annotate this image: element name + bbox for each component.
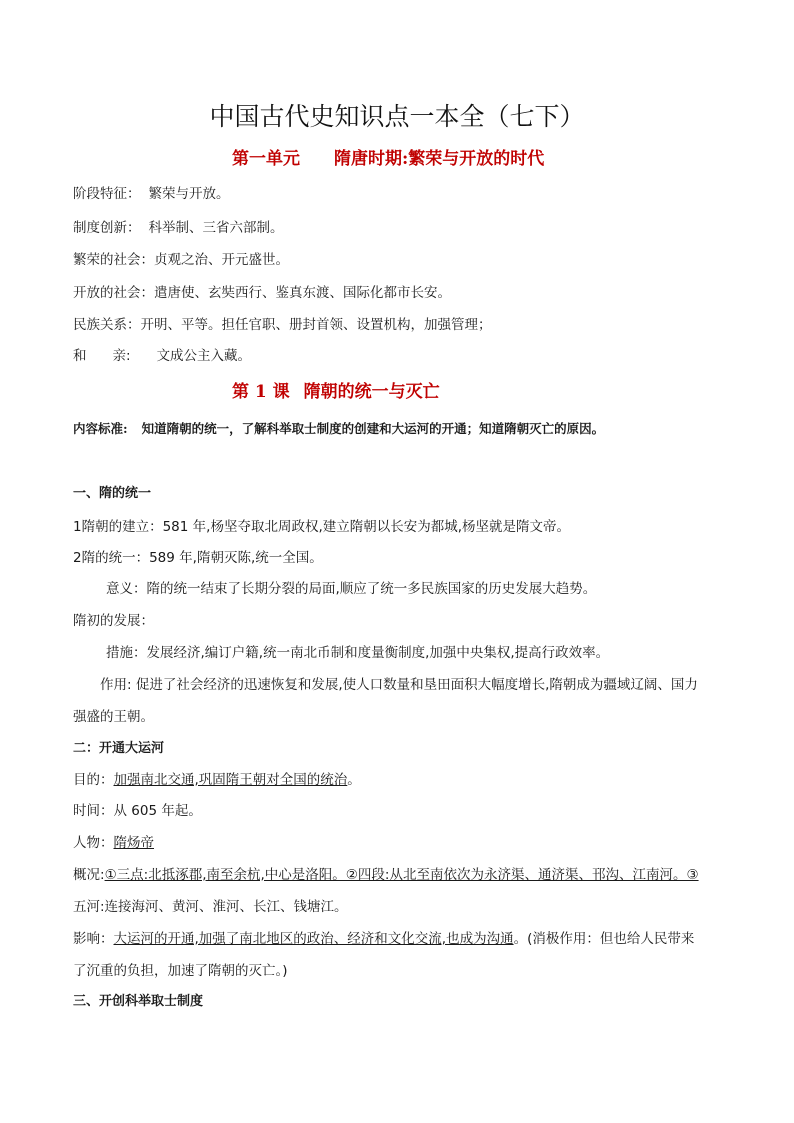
- overview-system: 制度创新： 科举制、三省六部制。: [73, 220, 284, 236]
- unit-label: 第一单元: [232, 149, 300, 169]
- page-title: 中国古代史知识点一本全（七下）: [209, 102, 585, 131]
- lesson-heading: [232, 381, 440, 403]
- measures: 措施：发展经济,编订户籍,统一南北币制和度量衡制度,加强中央集权,提高行政效率。: [106, 645, 610, 661]
- effect-line-1: 作用: 促进了社会经济的迅速恢复和发展,使人口数量和垦田面积大幅度增长,隋朝成为疆域辽阔、国力: [100, 677, 698, 693]
- section-2-heading: 二：开通大运河: [73, 741, 165, 756]
- section-1-heading: 一、隋的统一: [73, 486, 152, 501]
- lesson-label: 第 1 课: [232, 382, 290, 402]
- lesson-name: 隋朝的统一与灭亡: [303, 382, 440, 402]
- sui-unification: 2隋的统一：589 年,隋朝灭陈,统一全国。: [73, 550, 323, 566]
- effect-line-2: 强盛的王朝。: [73, 709, 154, 725]
- overview-openness: 开放的社会：遣唐使、玄奘西行、鉴真东渡、国际化都市长安。: [73, 285, 451, 301]
- canal-impact-1: 影响：大运河的开通,加强了南北地区的政治、经济和文化交流,也成为沟通。(消极作用：但也给人民带来: [73, 931, 695, 947]
- overview-stage: 阶段特征： 繁荣与开放。: [73, 186, 230, 202]
- sui-founding: 1隋朝的建立：581 年,杨坚夺取北周政权,建立隋朝以长安为都城,杨坚就是隋文帝。: [73, 519, 571, 535]
- overview-ethnic: 民族关系：开明、平等。担任官职、册封首领、设置机构，加强管理；: [73, 317, 492, 333]
- overview-heqin: 和 亲: 文成公主入藏。: [73, 348, 252, 364]
- canal-person: 人物：隋炀帝: [73, 835, 154, 851]
- overview-prosperity: 繁荣的社会：贞观之治、开元盛世。: [73, 252, 289, 268]
- unit-name: 隋唐时期:繁荣与开放的时代: [334, 149, 545, 169]
- canal-time: 时间：从 605 年起。: [73, 803, 202, 819]
- unit-heading: [232, 148, 544, 170]
- canal-purpose: 目的：加强南北交通,巩固隋王朝对全国的统治。: [73, 772, 361, 788]
- content-standard: 内容标准: 知道隋朝的统一，了解科举取士制度的创建和大运河的开通；知道隋朝灭亡的原因。: [73, 421, 605, 436]
- section-3-heading: 三、开创科举取士制度: [73, 994, 204, 1009]
- canal-summary-2: 五河:连接海河、黄河、淮河、长江、钱塘江。: [73, 899, 348, 915]
- canal-summary-1: 概况:①三点:北抵涿郡,南至余杭,中心是洛阳。②四段:从北至南依次为永济渠、通济渠、邗沟、江南河。③: [73, 867, 699, 883]
- canal-impact-2: 了沉重的负担，加速了隋朝的灭亡。): [73, 963, 288, 979]
- unification-meaning: 意义：隋的统一结束了长期分裂的局面,顺应了统一多民族国家的历史发展大趋势。: [106, 581, 597, 597]
- early-development: 隋初的发展：: [73, 613, 154, 629]
